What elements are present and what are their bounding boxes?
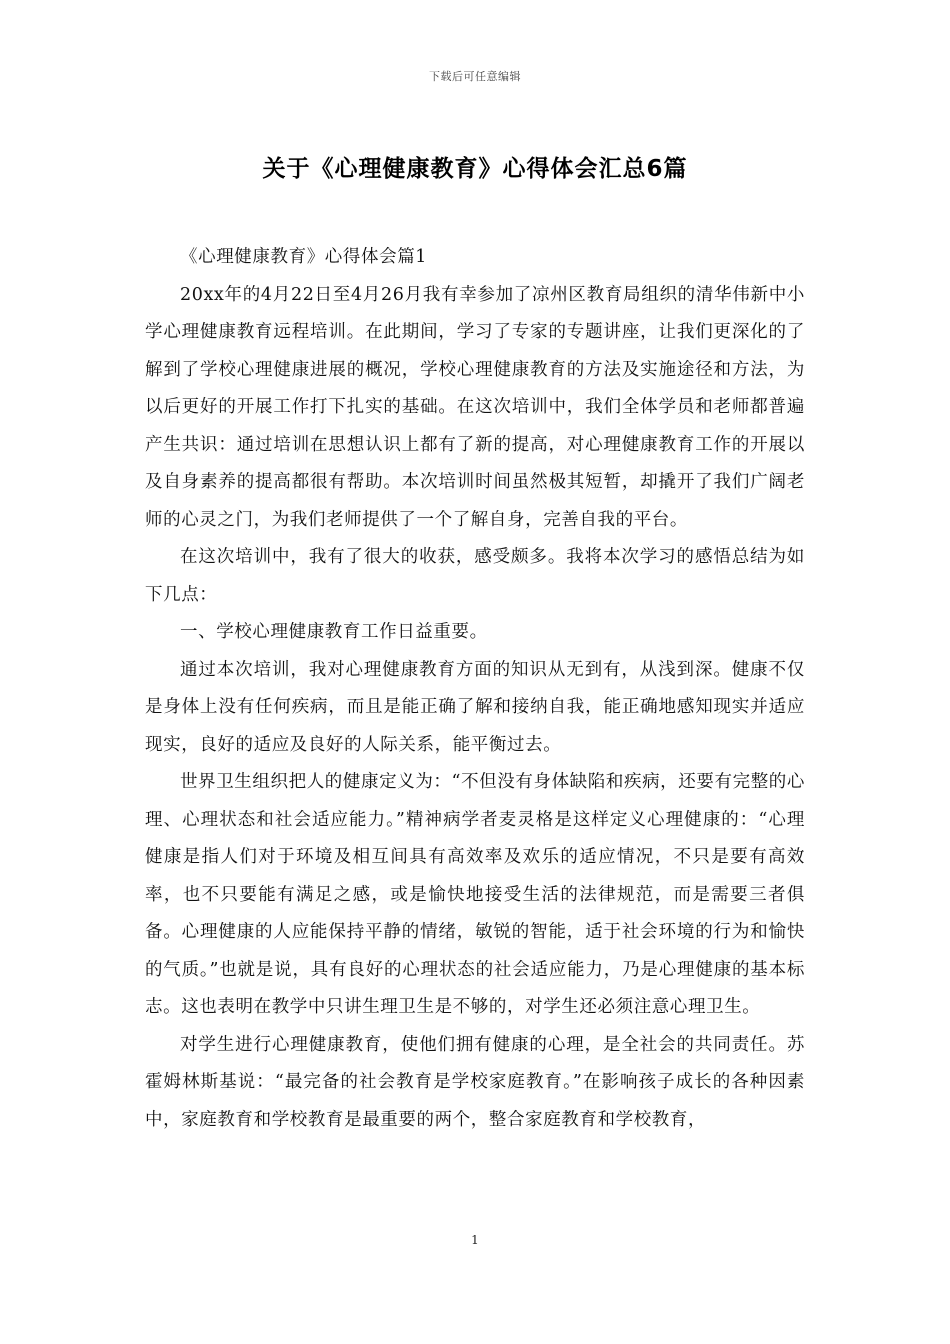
document-body xyxy=(145,239,805,1139)
page-number: 1 xyxy=(471,1233,479,1247)
paragraph: 对学生进行心理健康教育，使他们拥有健康的心理，是全社会的共同责任。苏霍姆林斯基说：“最完备的社会教育是学校家庭教育。”在影响孩子成长的各种因素中，家庭教育和学校教育是最重要的两个，整合家庭教育和学校教育， xyxy=(145,1034,805,1130)
paragraph: 通过本次培训，我对心理健康教育方面的知识从无到有，从浅到深。健康不仅是身体上没有任何疾病，而且是能正确了解和接纳自我，能正确地感知现实并适应现实，良好的适应及良好的人际关系，能平衡过去。 xyxy=(145,659,805,755)
document-title: 关于《心理健康教育》心得体会汇总6篇 xyxy=(262,156,688,182)
paragraph: 20xx年的4月22日至4月26月我有幸参加了凉州区教育局组织的清华伟新中小学心理健康教育远程培训。在此期间，学习了专家的专题讲座，让我们更深化的了解到了学校心理健康进展的概况，学校心理健康教育的方法及实施途径和方法，为以后更好的开展工作打下扎实的基础。在这次培训中，我们全体学员和老师都普遍产生共识：通过培训在思想认识上都有了新的提高，对心理健康教育工作的开展以及自身素养的提高都很有帮助。本次培训时间虽然极其短暂，却撬开了我们广阔老师的心灵之门，为我们老师提供了一个了解自身，完善自我的平台。 xyxy=(145,284,805,530)
paragraph: 在这次培训中，我有了很大的收获，感受颇多。我将本次学习的感悟总结为如下几点： xyxy=(145,547,805,605)
section-heading: 《心理健康教育》心得体会篇1 xyxy=(180,247,428,267)
subheading: 一、学校心理健康教育工作日益重要。 xyxy=(180,622,488,642)
header-note: 下载后可任意编辑 xyxy=(429,70,521,83)
paragraph: 世界卫生组织把人的健康定义为：“不但没有身体缺陷和疾病，还要有完整的心理、心理状态和社会适应能力。”精神病学者麦灵格是这样定义心理健康的：“心理健康是指人们对于环境及相互间具有高效率及欢乐的适应情况，不只是要有高效率，也不只要能有满足之感，或是愉快地接受生活的法律规范，而是需要三者俱备。心理健康的人应能保持平静的情绪，敏锐的智能，适于社会环境的行为和愉快的气质。”也就是说，具有良好的心理状态的社会适应能力，乃是心理健康的基本标志。这也表明在教学中只讲生理卫生是不够的，对学生还必须注意心理卫生。 xyxy=(145,772,805,1017)
